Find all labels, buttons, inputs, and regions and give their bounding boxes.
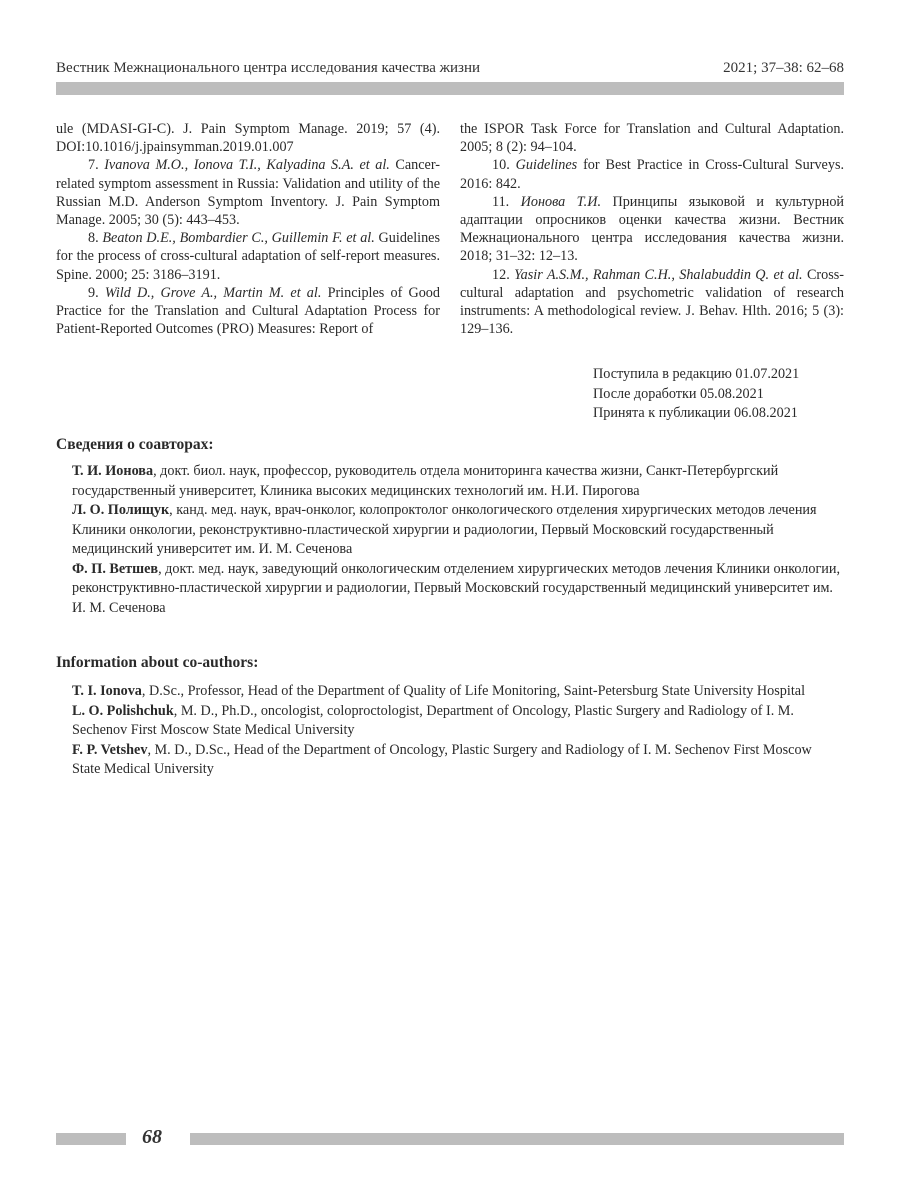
coauthor-entry	[72, 560, 842, 619]
reference-authors: Wild D., Grove A., Martin M. et al.	[104, 284, 322, 301]
reference-number: 11.	[492, 193, 510, 210]
coauthors-ru-heading: Сведения о соавторах:	[56, 436, 214, 453]
coauthor-details: , докт. биол. наук, профессор, руководитель отдела мониторинга качества жизни, Санкт-Петербургский государственный университет, Клиника высоких медицинских технологий им. Н.И. Пирогова	[72, 463, 779, 499]
coauthor-entry	[72, 682, 842, 702]
coauthor-name: Л. О. Полищук	[72, 502, 170, 518]
publication-dates	[593, 365, 799, 424]
reference-text: for Best Practice in Cross-Cultural Surveys. 2016: 842.	[460, 157, 845, 192]
reference-text: Principles of Good Practice for the Translation and Cultural Adaptation Process for Patient-Reported Outcomes (PRO) Measures: Report of	[56, 284, 440, 338]
footer-bar-left	[56, 1133, 126, 1145]
reference-authors: Beaton D.E., Bombardier C., Guillemin F. et al.	[102, 230, 375, 247]
coauthor-entry	[72, 702, 842, 741]
header-divider-bar	[56, 82, 844, 95]
references-right-column	[460, 120, 844, 338]
reference-number: 8.	[88, 230, 99, 247]
reference-entry	[460, 266, 844, 339]
coauthor-details: , канд. мед. наук, врач-онколог, колопроктолог онкологического отделения хирургических методов лечения Клиники онкологии, реконструктивно-пластической хирургии и радиологии, Первый Московский государственный медицинский университет им. И. М. Сеченова	[72, 502, 817, 557]
reference-number: 12.	[492, 266, 510, 283]
coauthor-name: L. O. Polishchuk	[72, 702, 174, 719]
reference-text: Cancer-related symptom assessment in Russia: Validation and utility of the Russian M.D. Anderson Symptom Inventory. J. Pain Symptom Manage. 2005; 30 (5): 443–453.	[56, 157, 441, 229]
reference-text: Cross-cultural adaptation and psychometric validation of research instruments: A methodological review. J. Behav. Hlth. 2016; 5 (3): 129–136.	[460, 266, 845, 338]
coauthor-details: , M. D., Ph.D., oncologist, coloproctologist, Department of Oncology, Plastic Surgery and Radiology of I. M. Sechenov First Moscow State Medical University	[72, 702, 794, 738]
reference-entry	[56, 284, 440, 339]
coauthor-entry	[72, 501, 842, 560]
coauthor-name: Т. И. Ионова	[72, 463, 154, 479]
date-received: Поступила в редакцию 01.07.2021	[593, 366, 800, 382]
reference-entry	[460, 193, 844, 266]
reference-text: the ISPOR Task Force for Translation and Cultural Adaptation. 2005; 8 (2): 94–104.	[460, 121, 844, 156]
reference-number: 10.	[492, 157, 510, 174]
reference-text: ule (MDASI-GI-C). J. Pain Symptom Manage. 2019; 57 (4). DOI:10.1016/j.jpainsymman.2019.01.007	[56, 121, 440, 156]
issue-citation: 2021; 37–38: 62–68	[723, 60, 844, 76]
coauthor-name: T. I. Ionova	[72, 683, 142, 699]
journal-title: Вестник Межнационального центра исследования качества жизни	[56, 60, 481, 76]
date-revised: После доработки 05.08.2021	[593, 385, 764, 402]
coauthors-en-list	[72, 682, 842, 780]
coauthors-ru-list	[72, 462, 842, 618]
reference-authors: Guidelines	[515, 157, 578, 174]
coauthor-entry	[72, 462, 842, 501]
coauthor-name: Ф. П. Ветшев	[72, 560, 159, 577]
reference-entry	[56, 156, 440, 229]
reference-entry	[460, 156, 844, 192]
reference-authors: Yasir A.S.M., Rahman C.H., Shalabuddin Q. et al.	[514, 266, 803, 283]
footer-bar-right	[190, 1133, 844, 1145]
coauthor-details: , докт. мед. наук, заведующий онкологическим отделением хирургических методов лечения Клиники онкологии, реконструктивно-пластической хирургии и радиологии, Первый Московский государственный медицинский университет им. И. М. Сеченова	[72, 560, 841, 616]
reference-text: Принципы языковой и культурной адаптации опросников оценки качества жизни. Вестник Межнационального центра исследования качества жизни. 2018; 31–32: 12–13.	[460, 193, 845, 265]
reference-entry	[56, 229, 440, 284]
reference-text: Guidelines for the process of cross-cultural adaptation of self-report measures. Spine. 2000; 25: 3186–3191.	[56, 230, 440, 283]
page-number: 68	[142, 1126, 162, 1148]
date-accepted: Принята к публикации 06.08.2021	[593, 405, 798, 421]
coauthors-en-heading: Information about co-authors:	[56, 654, 259, 671]
reference-number: 9.	[88, 284, 99, 301]
coauthor-details: , D.Sc., Professor, Head of the Department of Quality of Life Monitoring, Saint-Petersburg State University Hospital	[141, 683, 806, 699]
reference-authors: Ivanova M.O., Ionova T.I., Kalyadina S.A. et al.	[104, 157, 390, 174]
coauthor-details: , M. D., D.Sc., Head of the Department of Oncology, Plastic Surgery and Radiology of I. M. Sechenov First Moscow State Medical University	[72, 741, 812, 777]
references-left-column	[56, 120, 440, 338]
reference-authors: Ионова Т.И.	[520, 193, 602, 210]
coauthor-name: F. P. Vetshev	[72, 741, 148, 758]
reference-entry	[460, 120, 844, 156]
reference-number: 7.	[88, 157, 99, 174]
coauthor-entry	[72, 741, 842, 780]
reference-entry	[56, 120, 440, 156]
